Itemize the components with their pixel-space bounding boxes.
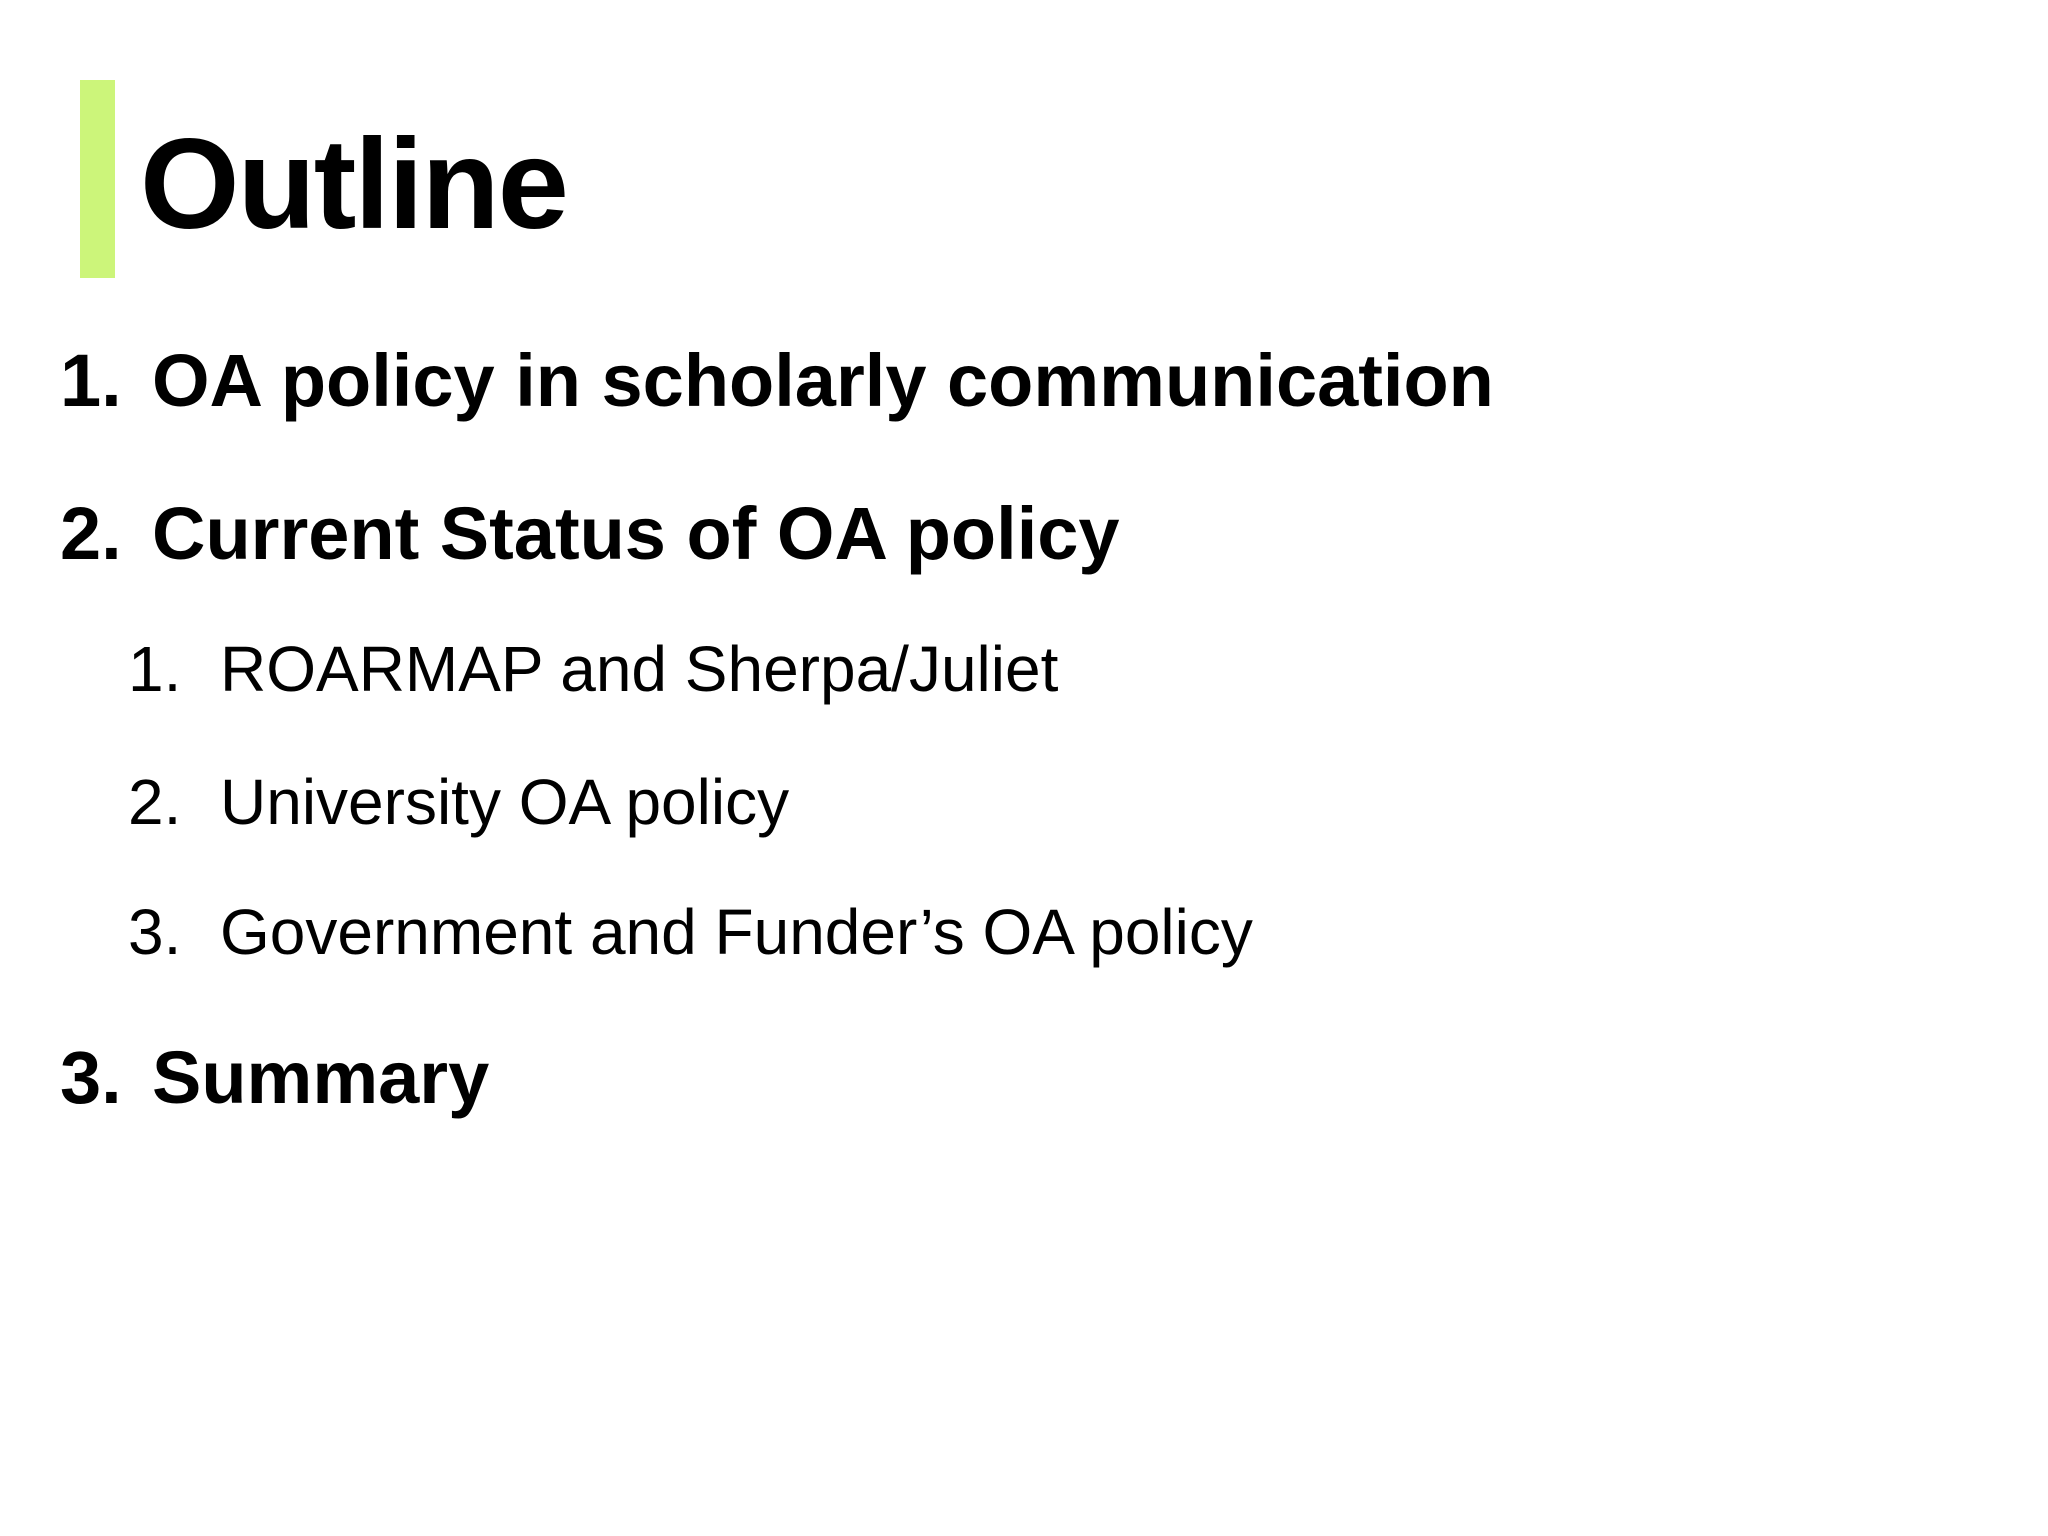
outline-subitem-number: 1. [128, 633, 182, 705]
outline-subitem-text: ROARMAP and Sherpa/Juliet [220, 633, 1059, 705]
outline-item-number: 2. [60, 492, 122, 575]
outline-subitem-2-2 [128, 762, 789, 842]
outline-item-1 [60, 336, 1494, 426]
outline-item-number: 1. [60, 339, 122, 422]
outline-subitem-text: Government and Funder’s OA policy [220, 896, 1253, 968]
outline-item-number: 3. [60, 1036, 122, 1119]
title-accent-bar [80, 80, 115, 278]
outline-item-text: Current Status of OA policy [152, 492, 1120, 575]
outline-subitem-2-3 [128, 892, 1253, 972]
outline-subitem-number: 2. [128, 766, 182, 838]
slide-title: Outline [140, 113, 567, 256]
outline-item-3 [60, 1033, 489, 1123]
outline-subitem-2-1 [128, 629, 1058, 709]
outline-item-2 [60, 489, 1120, 579]
outline-subitem-text: University OA policy [220, 766, 790, 838]
outline-item-text: OA policy in scholarly communication [152, 339, 1494, 422]
outline-item-text: Summary [152, 1036, 490, 1119]
outline-subitem-number: 3. [128, 896, 182, 968]
